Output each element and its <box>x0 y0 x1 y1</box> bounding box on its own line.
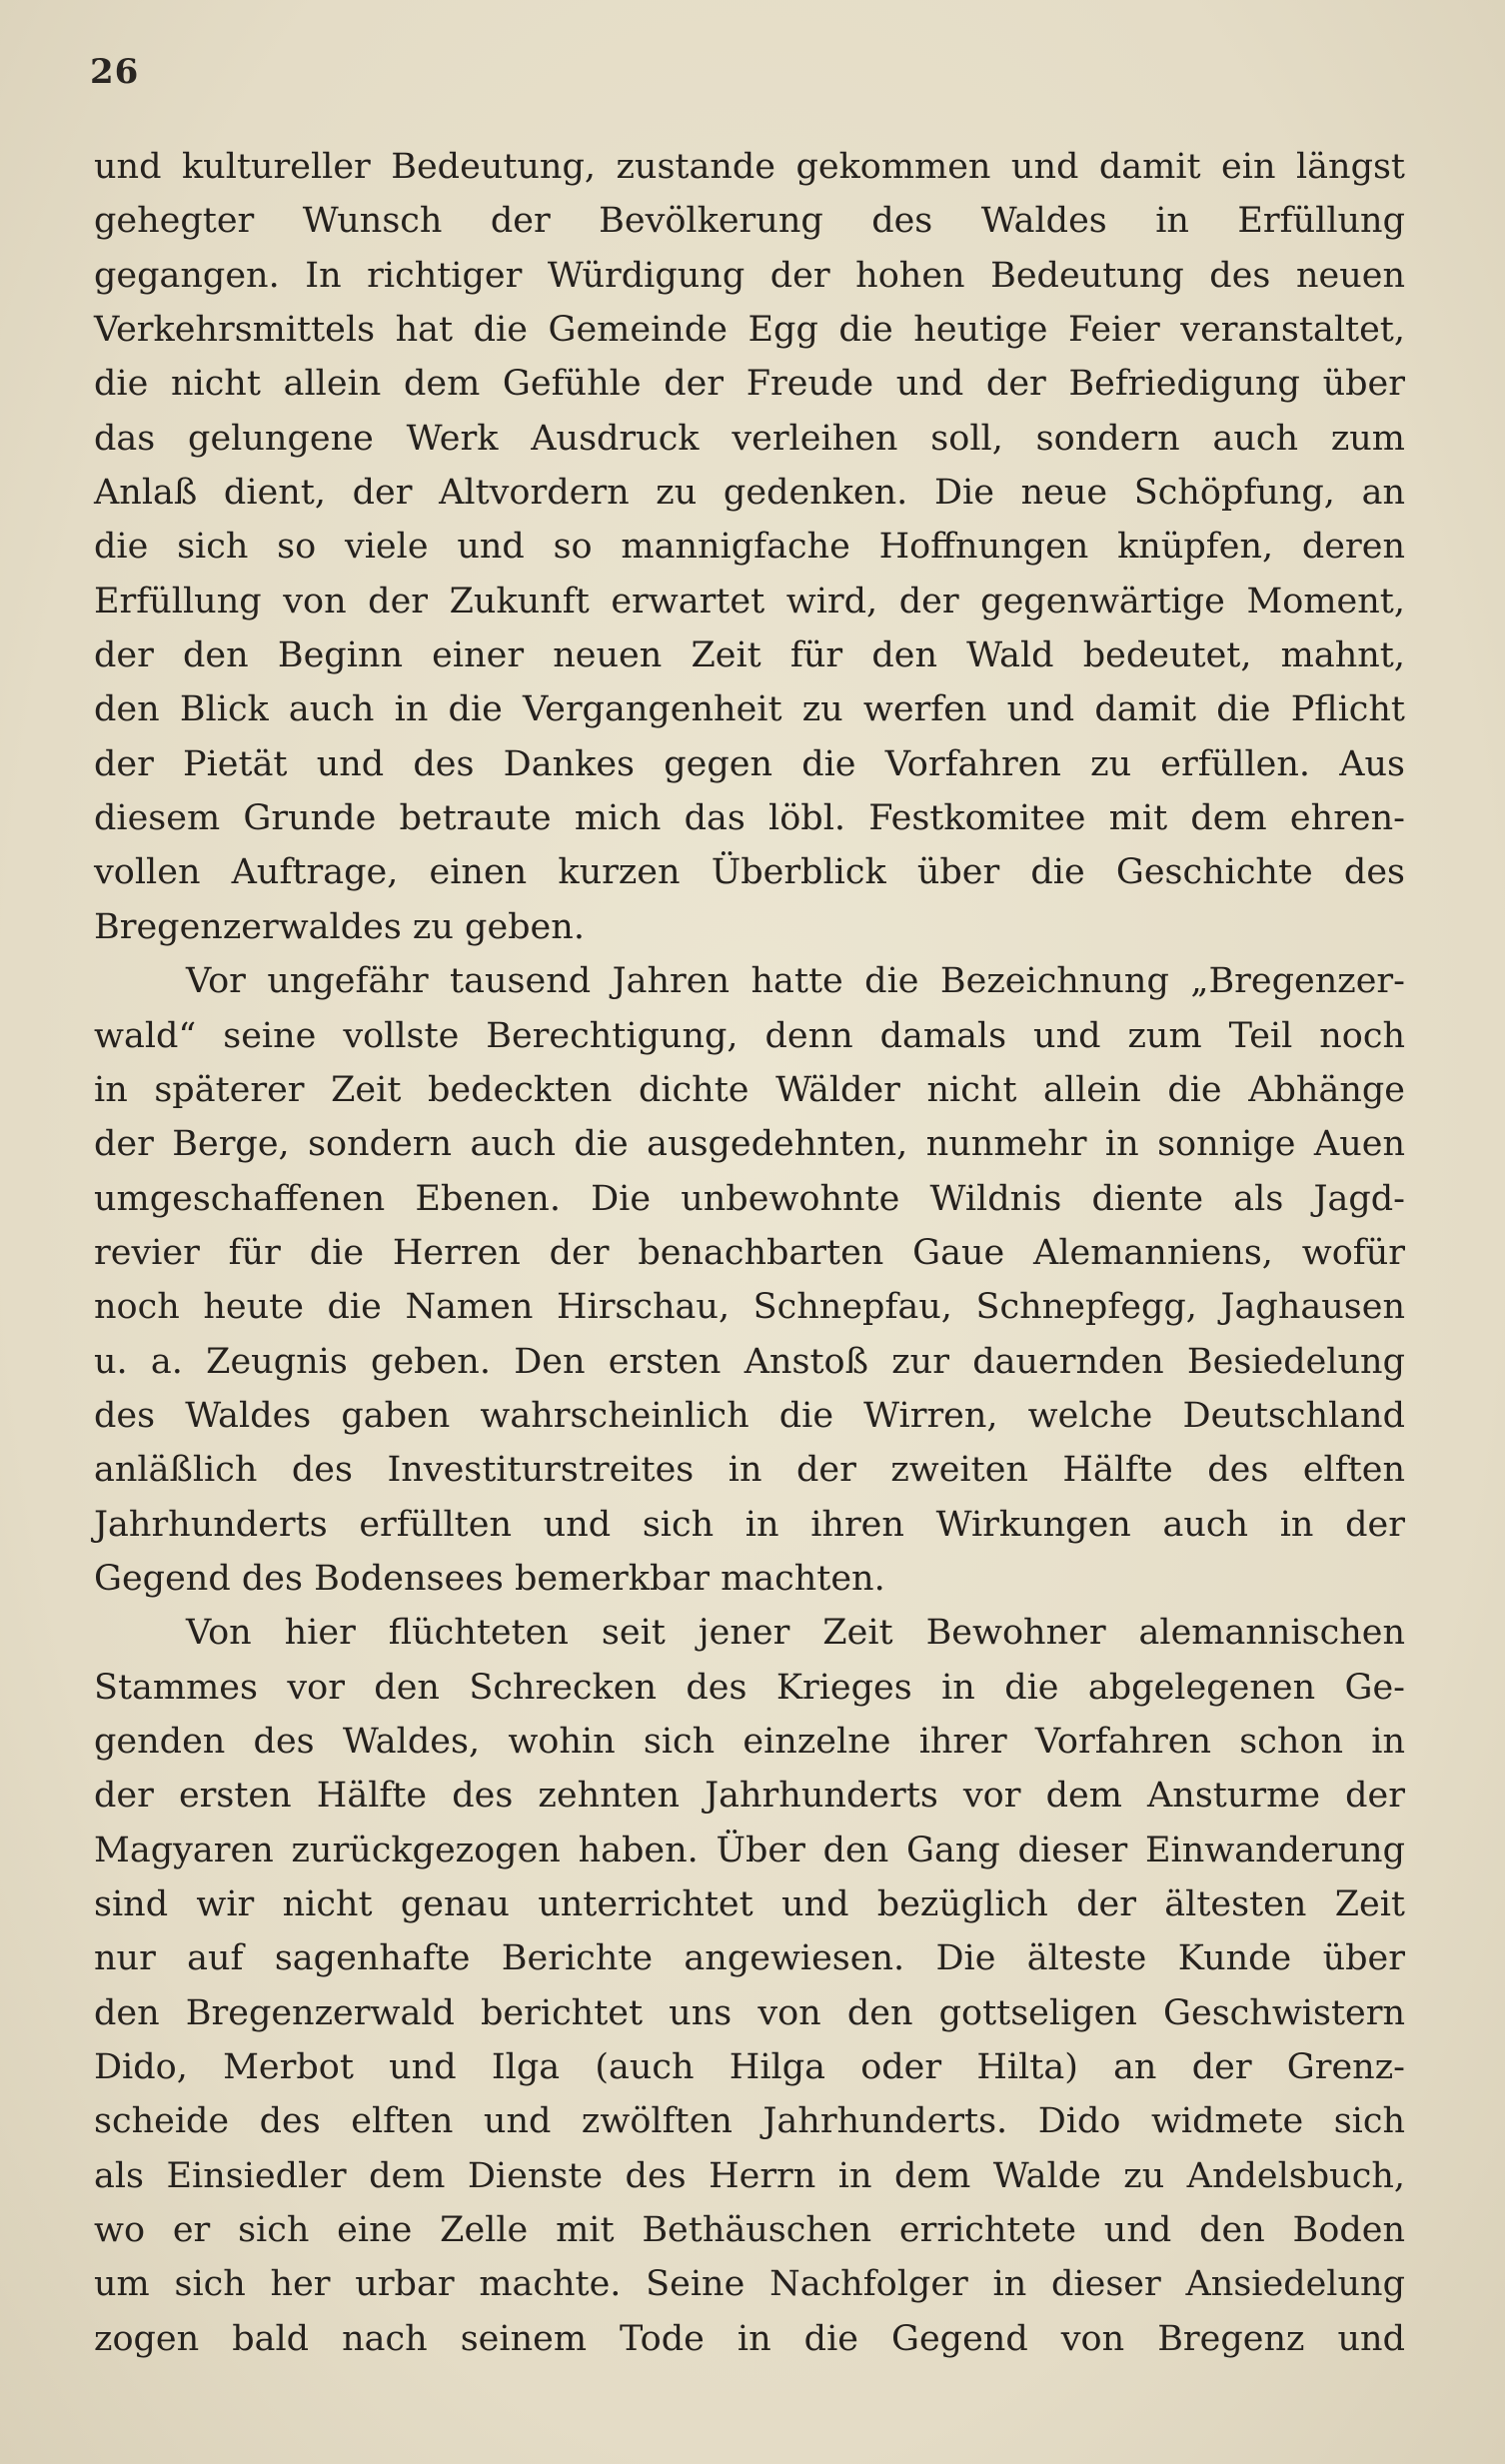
text-line: Jahrhunderts erfüllten und sich in ihren Wirkungen auch in der <box>94 1504 1405 1545</box>
text-line: Von hier flüchteten seit jener Zeit Bewohner alemannischen <box>186 1613 1405 1654</box>
text-line: Erfüllung von der Zukunft erwartet wird, der gegenwärtige Moment, <box>94 581 1405 621</box>
text-line: wald“ seine vollste Berechtigung, denn damals und zum Teil noch <box>94 1015 1405 1056</box>
text-line: genden des Waldes, wohin sich einzelne ihrer Vorfahren schon in <box>94 1721 1405 1762</box>
text-line: vollen Auftrage, einen kurzen Überblick über die Geschichte des <box>94 852 1405 893</box>
text-line: zogen bald nach seinem Tode in die Gegend von Bregenz und <box>94 2318 1405 2359</box>
text-line: Magyaren zurückgezogen haben. Über den Gang dieser Einwanderung <box>94 1830 1405 1870</box>
text-line: umgeschaffenen Ebenen. Die unbewohnte Wildnis diente als Jagd- <box>94 1178 1405 1219</box>
text-line: gehegter Wunsch der Bevölkerung des Waldes in Erfüllung <box>94 201 1405 242</box>
text-line: und kultureller Bedeutung, zustande gekommen und damit ein längst <box>94 147 1405 187</box>
text-line: noch heute die Namen Hirschau, Schnepfau, Schnepfegg, Jaghausen <box>94 1287 1405 1328</box>
page-number: 26 <box>90 52 140 92</box>
text-line: u. a. Zeugnis geben. Den ersten Anstoß zur dauernden Besiedelung <box>94 1341 1405 1382</box>
text-line: die nicht allein dem Gefühle der Freude und der Befriedigung über <box>94 364 1405 405</box>
text-line: der Berge, sondern auch die ausgedehnten, nunmehr in sonnige Auen <box>94 1124 1405 1165</box>
text-line: sind wir nicht genau unterrichtet und bezüglich der ältesten Zeit <box>94 1884 1405 1924</box>
text-line: Bregenzerwaldes zu geben. <box>94 906 585 947</box>
text-line: Dido, Merbot und Ilga (auch Hilga oder Hilta) an der Grenz- <box>94 2047 1405 2088</box>
text-line: der ersten Hälfte des zehnten Jahrhunderts vor dem Ansturme der <box>94 1776 1405 1817</box>
text-line: gegangen. In richtiger Würdigung der hohen Bedeutung des neuen <box>94 255 1405 296</box>
text-line: revier für die Herren der benachbarten Gaue Alemanniens, wofür <box>94 1232 1405 1273</box>
text-line: der den Beginn einer neuen Zeit für den Wald bedeutet, mahnt, <box>94 635 1405 676</box>
text-line: anläßlich des Investiturstreites in der zweiten Hälfte des elften <box>94 1450 1405 1491</box>
text-line: des Waldes gaben wahrscheinlich die Wirren, welche Deutschland <box>94 1395 1405 1436</box>
text-line: das gelungene Werk Ausdruck verleihen soll, sondern auch zum <box>94 418 1405 459</box>
text-line: Stammes vor den Schrecken des Krieges in die abgelegenen Ge- <box>94 1667 1405 1708</box>
text-line: um sich her urbar machte. Seine Nachfolger in dieser Ansiedelung <box>94 2264 1405 2305</box>
text-line: den Bregenzerwald berichtet uns von den gottseligen Geschwistern <box>94 1992 1405 2033</box>
text-line: wo er sich eine Zelle mit Bethäuschen errichtete und den Boden <box>94 2210 1405 2251</box>
text-line: den Blick auch in die Vergangenheit zu werfen und damit die Pflicht <box>94 689 1405 730</box>
text-line: als Einsiedler dem Dienste des Herrn in dem Walde zu Andelsbuch, <box>94 2155 1405 2196</box>
text-line: die sich so viele und so mannigfache Hoffnungen knüpfen, deren <box>94 527 1405 568</box>
text-line: der Pietät und des Dankes gegen die Vorfahren zu erfüllen. Aus <box>94 743 1405 784</box>
text-line: Verkehrsmittels hat die Gemeinde Egg die heutige Feier veranstaltet, <box>94 310 1405 351</box>
text-line: in späterer Zeit bedeckten dichte Wälder nicht allein die Abhänge <box>94 1069 1405 1110</box>
text-line: Gegend des Bodensees bemerkbar machten. <box>94 1558 885 1599</box>
text-line: nur auf sagenhafte Berichte angewiesen. Die älteste Kunde über <box>94 1938 1405 1979</box>
text-line: Anlaß dient, der Altvordern zu gedenken. Die neue Schöpfung, an <box>94 473 1405 514</box>
text-line: diesem Grunde betraute mich das löbl. Festkomitee mit dem ehren- <box>94 798 1405 839</box>
body-text <box>94 140 1405 2366</box>
text-line: scheide des elften und zwölften Jahrhunderts. Dido widmete sich <box>94 2101 1405 2142</box>
text-line: Vor ungefähr tausend Jahren hatte die Bezeichnung „Bregenzer- <box>186 961 1405 1002</box>
